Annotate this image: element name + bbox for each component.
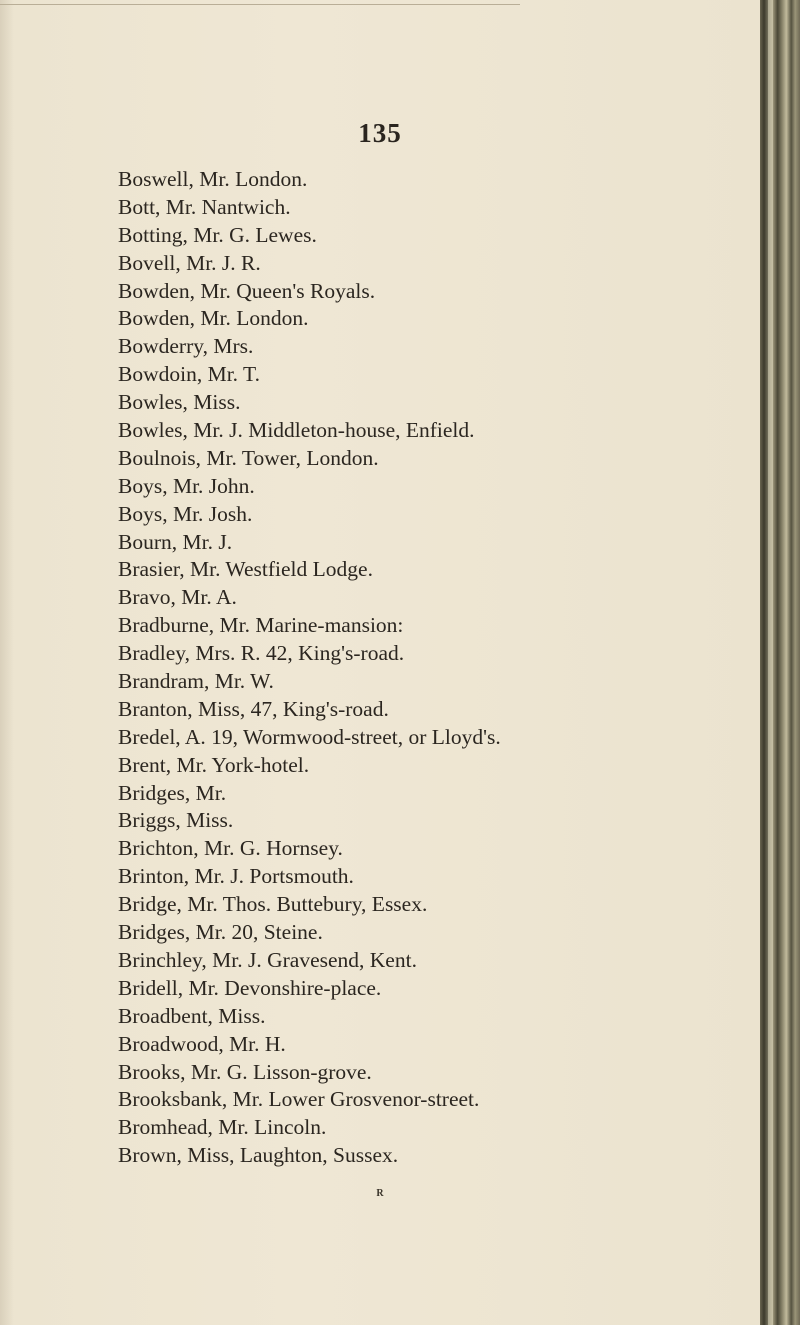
directory-entry: Briggs, Miss. — [118, 808, 234, 833]
directory-entry: Brent, Mr. York-hotel. — [118, 752, 310, 777]
directory-entry: Botting, Mr. G. Lewes. — [118, 222, 317, 247]
directory-entry: Bourn, Mr. J. — [118, 529, 233, 554]
directory-entry: Bromhead, Mr. Lincoln. — [118, 1115, 327, 1140]
directory-entry: Brinchley, Mr. J. Gravesend, Kent. — [118, 947, 417, 972]
directory-entry: Bowderry, Mrs. — [118, 334, 254, 359]
directory-list — [118, 166, 501, 1170]
directory-entry: Brooksbank, Mr. Lower Grosvenor-street. — [118, 1087, 480, 1112]
book-binding-edge — [760, 0, 800, 1325]
page-top-edge — [0, 4, 520, 5]
directory-entry: Boys, Mr. John. — [118, 473, 255, 498]
directory-entry: Boulnois, Mr. Tower, London. — [118, 445, 379, 470]
directory-entry: Bovell, Mr. J. R. — [118, 250, 261, 275]
page-gutter-shadow — [0, 0, 14, 1325]
directory-entry: Bott, Mr. Nantwich. — [118, 194, 291, 219]
directory-entry: Bridge, Mr. Thos. Buttebury, Essex. — [118, 892, 428, 917]
directory-entry: Bridell, Mr. Devonshire-place. — [118, 975, 382, 1000]
directory-entry: Brinton, Mr. J. Portsmouth. — [118, 864, 354, 889]
directory-entry: Boys, Mr. Josh. — [118, 501, 253, 526]
directory-entry: Branton, Miss, 47, King's-road. — [118, 696, 389, 721]
directory-entry: Brandram, Mr. W. — [118, 669, 274, 694]
signature-mark: R — [376, 1188, 384, 1199]
directory-entry: Bredel, A. 19, Wormwood-street, or Lloyd's. — [118, 724, 501, 749]
directory-entry: Brooks, Mr. G. Lisson-grove. — [118, 1059, 372, 1084]
directory-entry: Bowden, Mr. Queen's Royals. — [118, 278, 376, 303]
directory-entry: Brasier, Mr. Westfield Lodge. — [118, 557, 373, 582]
page-number: 135 — [358, 118, 402, 148]
directory-entry: Bowles, Mr. J. Middleton-house, Enfield. — [118, 418, 475, 443]
directory-entry: Broadbent, Miss. — [118, 1003, 266, 1028]
directory-entry: Brown, Miss, Laughton, Sussex. — [118, 1143, 399, 1168]
binding-highlight — [768, 0, 773, 1325]
directory-entry: Bowdoin, Mr. T. — [118, 362, 260, 387]
directory-entry: Bravo, Mr. A. — [118, 585, 237, 610]
directory-entry: Broadwood, Mr. H. — [118, 1031, 286, 1056]
directory-entry: Bowles, Miss. — [118, 390, 241, 415]
directory-entry: Brichton, Mr. G. Hornsey. — [118, 836, 343, 861]
directory-entry: Bradley, Mrs. R. 42, King's-road. — [118, 641, 405, 666]
directory-entry: Boswell, Mr. London. — [118, 167, 308, 191]
directory-entry: Bridges, Mr. — [118, 780, 227, 805]
directory-entry: Bradburne, Mr. Marine-mansion: — [118, 613, 404, 638]
directory-entry: Bridges, Mr. 20, Steine. — [118, 920, 323, 945]
directory-entry: Bowden, Mr. London. — [118, 306, 309, 331]
